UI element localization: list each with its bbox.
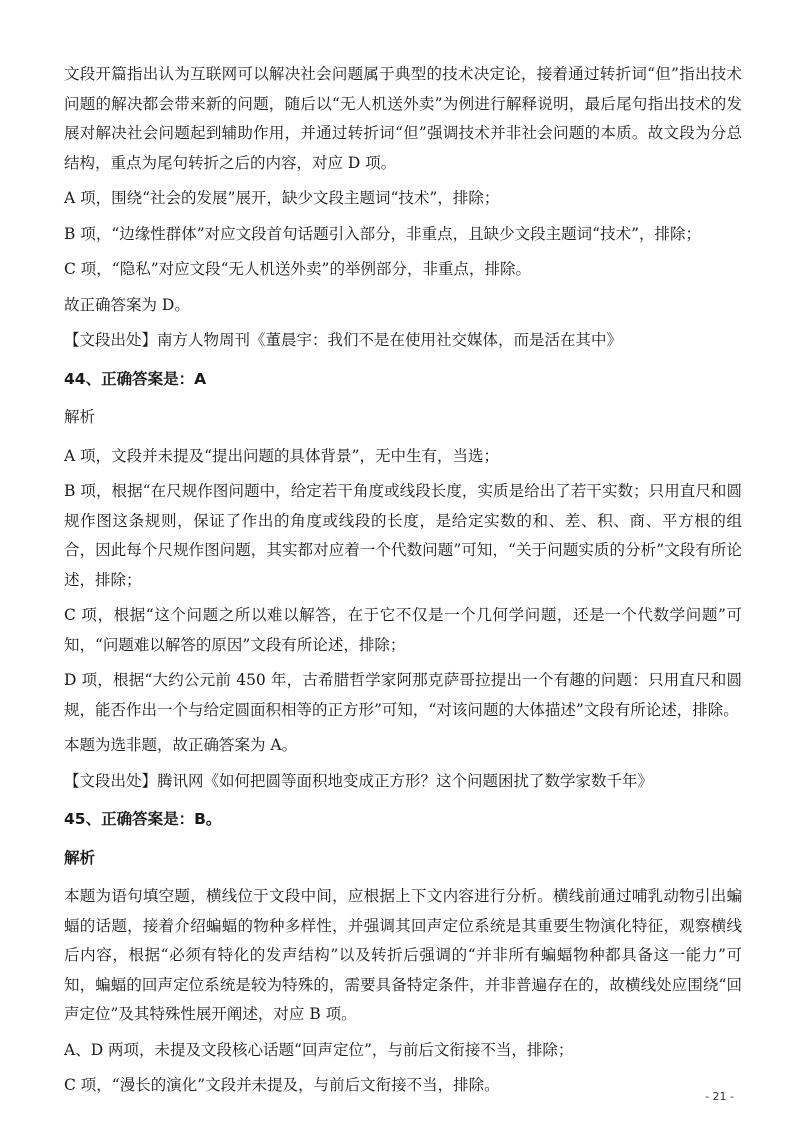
question-44-heading: 44、正确答案是：A xyxy=(64,369,207,388)
question-45-heading: 45、正确答案是：B。 xyxy=(64,810,222,828)
analysis-label-bold: 解析 xyxy=(64,848,96,867)
option-a-explanation: A 项，围绕“社会的发展”展开，缺少文段主题词“技术”，排除； xyxy=(64,189,500,207)
paragraph-summary: 文段开篇指出认为互联网可以解决社会问题属于典型的技术决定论，接着通过转折词“但”指出技术问题的解决都会带来新的问题，随后以“无人机送外卖”为例进行解释说明，最后尾句指出技术的发展对解决社会问题起到辅助作用，并通过转折词“但”强调技术并非社会问题的本质。故文段为分总结构，重点为尾句转折之后的内容，对应 D 项。 xyxy=(64,65,742,172)
option-c-explanation: C 项，“隐私”对应文段“无人机送外卖”的举例部分，非重点，排除。 xyxy=(64,260,531,278)
q44-conclusion: 本题为选非题，故正确答案为 A。 xyxy=(64,736,298,754)
q44-option-b: B 项，根据“在尺规作图问题中，给定若干角度或线段长度，实质是给出了若干实数；只用直尺和圆规作图这条规则，保证了作出的角度或线段的长度，是给定实数的和、差、积、商、平方根的组合，因此每个尺规作图问题，其实都对应着一个代数问题”可知，“关于问题实质的分析”文段有所论述，排除； xyxy=(64,482,742,589)
q44-source-citation: 【文段出处】腾讯网《如何把圆等面积地变成正方形？这个问题困扰了数学家数千年》 xyxy=(64,771,654,790)
q45-option-c: C 项，“漫长的演化”文段并未提及，与前后文衔接不当，排除。 xyxy=(64,1076,500,1094)
q45-main-analysis: 本题为语句填空题，横线位于文段中间，应根据上下文内容进行分析。横线前通过哺乳动物引出蝙蝠的话题，接着介绍蝙蝠的物种多样性，并强调其回声定位系统是其重要生物演化特征，观察横线后内容，根据“必须有特化的发声结构”以及转折后强调的“并非所有蝙蝠物种都具备这一能力”可知，蝙蝠的回声定位系统是较为特殊的，需要具备特定条件，并非普遍存在的，故横线处应围绕“回声定位”及其特殊性展开阐述，对应 B 项。 xyxy=(64,887,742,1023)
page-number: - 21 - xyxy=(705,1090,734,1103)
q45-option-ad: A、D 两项，未提及文段核心话题“回声定位”，与前后文衔接不当，排除； xyxy=(64,1040,574,1059)
source-citation: 【文段出处】南方人物周刊《董晨宇：我们不是在使用社交媒体，而是活在其中》 xyxy=(64,331,623,349)
document-body xyxy=(64,60,742,1107)
q44-option-c: C 项，根据“这个问题之所以难以解答，在于它不仅是一个几何学问题，还是一个代数学问题”可知，“问题难以解答的原因”文段有所论述，排除； xyxy=(64,606,742,654)
analysis-label: 解析 xyxy=(64,408,96,426)
option-b-explanation: B 项，“边缘性群体”对应文段首句话题引入部分，非重点，且缺少文段主题词“技术”，排除； xyxy=(64,224,702,243)
q44-option-d: D 项，根据“大约公元前 450 年，古希腊哲学家阿那克萨哥拉提出一个有趣的问题：只用直尺和圆规，能否作出一个与给定圆面积相等的正方形”可知，“对该问题的大体描述”文段有所论述，排除。 xyxy=(64,671,742,719)
q44-option-a: A 项，文段并未提及“提出问题的具体背景”，无中生有，当选； xyxy=(64,446,499,465)
answer-statement: 故正确答案为 D。 xyxy=(64,295,190,314)
